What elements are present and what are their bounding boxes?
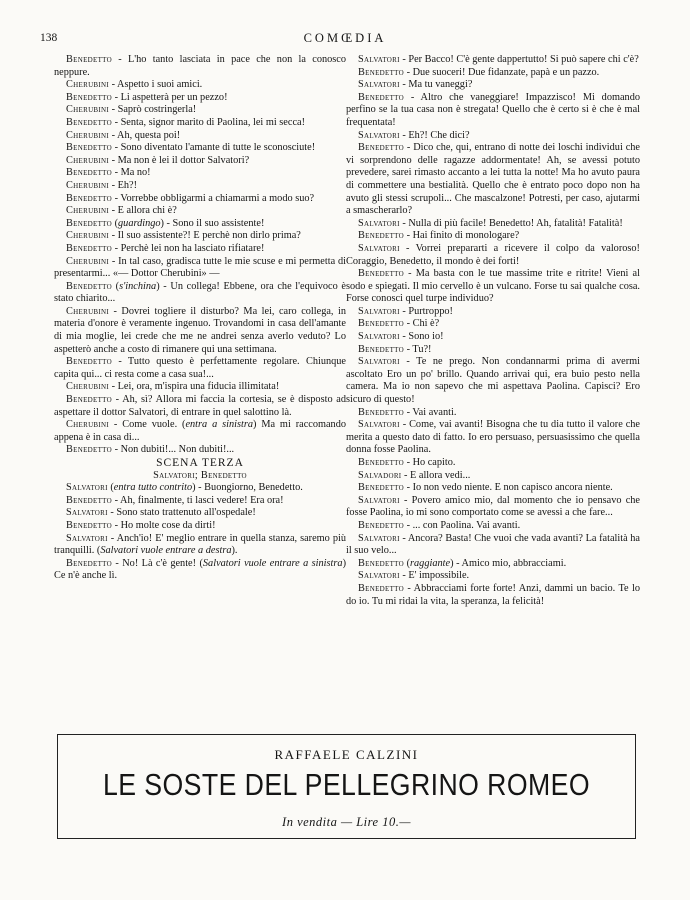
speaker: Benedetto	[66, 444, 112, 456]
line-text: - Ma tu vaneggi?	[399, 79, 473, 91]
dialogue-line	[346, 356, 640, 406]
dialogue-line: Benedetto (guardingo) - Sono il suo assistente!	[66, 217, 265, 229]
speaker: Benedetto	[358, 557, 404, 569]
dialogue-line	[54, 256, 346, 281]
line-text: - Chi è?	[404, 318, 440, 330]
dialogue-line	[346, 318, 640, 331]
line-text: - Non dubiti!... Non dubiti!...	[112, 444, 235, 456]
dialogue-line	[54, 180, 346, 193]
line-text: - Lei, ora, m'ispira una fiducia illimitata!	[109, 381, 280, 393]
dialogue-line: Benedetto (raggiante) - Amico mio, abbracciami.	[358, 557, 567, 569]
speaker: Benedetto	[358, 230, 404, 242]
speaker: Benedetto	[66, 116, 112, 128]
line-text: - Buongiorno, Benedetto.	[195, 482, 303, 494]
line-text: - L'ho tanto lasciata in pace che non la conosco neppure.	[54, 54, 346, 78]
speaker: Salvatori	[358, 242, 400, 254]
book-advertisement	[57, 734, 636, 839]
stage-direction: raggiante	[410, 557, 451, 569]
speaker: Salvatori	[358, 79, 400, 91]
stage-direction: entra a sinistra	[185, 419, 254, 431]
ad-book-title: LE SOSTE DEL PELLEGRINO ROMEO	[102, 767, 591, 802]
right-dialogue-a	[346, 54, 640, 558]
line-text: - Te ne prego. Non condannarmi prima di avermi ascoltato Ero un po' brillo. Quando arrivai qui, era buio pesto nella camera. Ma io non sapevo che mi aspettava Paolina. Capisci? Ero sicuro di questo!	[346, 356, 640, 406]
speaker: Cherubini	[66, 129, 110, 141]
speaker: Benedetto	[358, 66, 404, 78]
speaker: Benedetto	[66, 356, 112, 368]
dialogue-line	[346, 457, 640, 470]
line-text: - Ah, finalmente, ti lasci vedere! Era ora!	[112, 494, 284, 506]
speaker: Cherubini	[66, 104, 110, 116]
line-text: - Per Bacco! C'è gente dappertutto! Si può sapere chi c'è?	[399, 54, 639, 65]
speaker: Salvatori	[358, 331, 400, 343]
line-text: - Come vuole. (	[109, 419, 186, 431]
dialogue-line	[346, 344, 640, 357]
dialogue-line: Salvatori (entra tutto contrito) - Buongiorno, Benedetto.	[66, 482, 303, 494]
line-text: - Dovrei togliere il disturbo? Ma lei, caro collega, in materia d'onore è veramente ingenuo. Trovandomi in casa dell'amante di mia moglie, lei crede che me ne andrei senza averlo veduto? Lo aspetterò anche a costo di rimanere qui una settimana.	[54, 305, 346, 355]
right-dialogue-b	[346, 570, 640, 608]
stage-direction: entra tutto contrito	[113, 482, 193, 494]
dialogue-line	[346, 331, 640, 344]
line-text: - No! Là c'è gente! (	[112, 557, 203, 569]
speaker: Benedetto	[358, 519, 404, 531]
dialogue-line	[54, 419, 346, 444]
line-text: - Sono io!	[399, 331, 444, 343]
dialogue-line	[54, 205, 346, 218]
line-text: - Io non vedo niente. E non capisco ancora niente.	[404, 482, 613, 494]
dialogue-line	[54, 444, 346, 457]
ad-price: In vendita — Lire 10.—	[282, 815, 411, 829]
line-text: - Sono diventato l'amante di tutte le sconosciute!	[112, 142, 316, 154]
speaker: Benedetto	[66, 167, 112, 179]
dialogue-line	[346, 520, 640, 533]
speaker: Benedetto	[66, 217, 112, 229]
line-text: - Un collega! Ebbene, ora che l'equivoco è stato chiarito...	[54, 280, 346, 305]
dialogue-line	[54, 520, 346, 533]
speaker: Salvatori	[358, 419, 400, 431]
line-text: - Tu?!	[404, 343, 432, 355]
dialogue-line	[54, 92, 346, 105]
speaker: Benedetto	[358, 142, 404, 154]
stage-direction: s'inchina	[119, 280, 157, 292]
left-dialogue-a	[54, 54, 346, 218]
line-text: - Purtroppo!	[399, 305, 453, 317]
speaker: Cherubini	[66, 154, 110, 166]
line-text: - Ma basta con le tue massime trite e ritrite! Vieni al sodo e spiegati. Il mio cervello è un vulcano. Forse tu sai qualche cosa. Forse conosci quel turpe individuo?	[346, 268, 640, 305]
speaker: Salvatori	[358, 570, 400, 582]
speaker: Benedetto	[358, 91, 404, 103]
line-text: - Li aspetterà per un pezzo!	[112, 91, 228, 103]
line-text: - Povero amico mio, dal momento che io pensavo che fosse Paolina, io mi sono comportato come se avessi a che fare...	[346, 494, 640, 519]
dialogue-line	[346, 142, 640, 218]
left-dialogue-b	[54, 230, 346, 280]
speaker: Salvatori	[358, 217, 400, 229]
line-text: - Eh?!	[109, 179, 138, 191]
speaker: Benedetto	[358, 318, 404, 330]
dialogue-line	[346, 218, 640, 231]
line-text: - Tutto questo è perfettamente regolare. Chiunque capita qui... ci resta come a casa sua!...	[54, 356, 346, 380]
line-text: - Dico che, qui, entrano di notte dei loschi individui che vi sorprendono delle ragazze addormentate! Ah, se avessi potuto prevedere, sarei rimasto accanto a lei tutta la notte! Ma ho avuto paura di commettere una bestialità. Quello che è entrato poco dopo non ha avuto gli stessi scrupoli... Che mascalzone! Potresti, per caso, ajutarmi a smascherarlo?	[346, 142, 640, 217]
dialogue-line	[54, 533, 346, 558]
dialogue-line	[54, 155, 346, 168]
scene-characters: Salvatori; Benedetto	[153, 469, 247, 481]
dialogue-line	[54, 54, 346, 79]
dialogue-line	[54, 306, 346, 356]
scene-title: SCENA TERZA	[156, 457, 244, 469]
line-text: - Sono il suo assistente!	[163, 217, 265, 229]
line-text: - Hai finito di monologare?	[404, 230, 520, 242]
speaker: Cherubini	[66, 419, 110, 431]
dialogue-line	[54, 507, 346, 520]
line-text: - Abbracciami forte forte! Anzi, dammi un bacio. Te lo do io. Tu mi ridai la vita, la speranza, la felicità!	[346, 582, 640, 607]
speaker: Benedetto	[358, 343, 404, 355]
speaker: Benedetto	[66, 192, 112, 204]
speaker: Benedetto	[66, 557, 112, 569]
speaker: Salvatori	[358, 129, 400, 141]
speaker: Cherubini	[66, 230, 110, 242]
speaker: Benedetto	[66, 242, 112, 254]
speaker: Benedetto	[66, 142, 112, 154]
speaker: Benedetto	[358, 582, 404, 594]
speaker: Benedetto	[66, 54, 112, 65]
speaker: Salvadori	[358, 469, 402, 481]
line-text: ) Ce n'è anche lì.	[54, 557, 347, 582]
line-text: - Perchè lei non ha lasciato rifiatare!	[112, 242, 265, 254]
dialogue-line	[346, 495, 640, 520]
running-title: COMŒDIA	[303, 31, 387, 45]
left-dialogue-d	[54, 495, 346, 533]
dialogue-line	[346, 243, 640, 268]
speaker: Benedetto	[66, 494, 112, 506]
dialogue-line	[54, 104, 346, 117]
line-text: - E allora chi è?	[109, 205, 177, 217]
dialogue-line	[54, 356, 346, 381]
speaker: Benedetto	[358, 457, 404, 468]
dialogue-line	[346, 268, 640, 306]
speaker: Cherubini	[66, 255, 110, 267]
left-dialogue-c	[54, 306, 346, 419]
line-text: - Saprò costringerla!	[109, 104, 197, 116]
line-text: - Vai avanti.	[404, 406, 457, 418]
line-text: - Amico mio, abbracciami.	[453, 557, 567, 569]
dialogue-line	[346, 570, 640, 583]
dialogue-line: Benedetto (s'inchina) - Un collega! Ebbene, ora che l'equivoco è stato chiarito...	[54, 280, 346, 305]
dialogue-line	[346, 583, 640, 608]
line-text: - In tal caso, gradisca tutte le mie scuse e mi permetta di presentarmi... «— Dottor Cherubini» —	[54, 255, 346, 280]
line-text: ).	[231, 545, 238, 557]
speaker: Salvatori	[358, 54, 400, 65]
dialogue-line	[346, 482, 640, 495]
speaker: Cherubini	[66, 79, 110, 91]
line-text: - Ma no!	[112, 167, 151, 179]
speaker: Benedetto	[358, 482, 404, 494]
dialogue-line	[54, 130, 346, 143]
speaker: Salvatori	[66, 507, 108, 519]
line-text: - E allora vedi...	[401, 469, 471, 481]
speaker: Cherubini	[66, 179, 110, 191]
speaker: Benedetto	[66, 519, 112, 531]
speaker: Benedetto	[66, 91, 112, 103]
speaker: Benedetto	[66, 280, 112, 292]
line-text: - Come, vai avanti! Bisogna che tu dia tutto il valore che merita a questo dato di fatto. Io ero persuaso, persuasissimo che quella donna fosse Paolina.	[346, 419, 640, 456]
dialogue-line	[54, 193, 346, 206]
speaker: Salvatori	[66, 482, 108, 494]
speaker: Salvatori	[358, 532, 400, 544]
line-text: - Ah, sì? Allora mi faccia la cortesia, se è disposto ad aspettare il dottor Salvatori, di entrare in quel salottino là.	[54, 394, 346, 418]
left-column	[54, 54, 346, 583]
line-text: - Nulla di più facile! Benedetto! Ah, fatalità! Fatalità!	[399, 217, 623, 229]
line-text: - Il suo assistente?! E perchè non dirlo prima?	[109, 230, 301, 242]
dialogue-line	[346, 79, 640, 92]
dialogue-line	[346, 67, 640, 80]
dialogue-line	[54, 558, 346, 583]
dialogue-line	[346, 54, 640, 67]
dialogue-line	[54, 495, 346, 508]
dialogue-line	[54, 394, 346, 419]
dialogue-line	[346, 92, 640, 130]
page-number: 138	[40, 32, 58, 44]
dialogue-line	[54, 381, 346, 394]
dialogue-line	[346, 470, 640, 483]
speaker: Salvatori	[66, 532, 108, 544]
dialogue-line	[54, 142, 346, 155]
speaker: Salvatori	[358, 356, 400, 368]
speaker: Cherubini	[66, 305, 110, 317]
dialogue-line	[346, 419, 640, 457]
line-text: - Sono stato trattenuto all'ospedale!	[107, 507, 256, 519]
line-text: - Ma non è lei il dottor Salvatori?	[109, 154, 250, 166]
dialogue-line	[346, 407, 640, 420]
dialogue-line	[346, 533, 640, 558]
dialogue-line	[346, 230, 640, 243]
line-text: - Eh?! Che dici?	[399, 129, 470, 141]
line-text: - ... con Paolina. Vai avanti.	[404, 519, 521, 531]
line-text: - Ho capito.	[404, 457, 456, 468]
line-text: ) Ma mi raccomando appena è in casa di...	[54, 419, 347, 443]
right-column	[346, 54, 640, 608]
line-text: - E' impossibile.	[399, 570, 470, 582]
speaker: Benedetto	[66, 394, 112, 406]
line-text: - Due suoceri! Due fidanzate, papà e un pazzo.	[404, 66, 600, 78]
speaker: Cherubini	[66, 381, 110, 393]
line-text: - Anch'io! E' meglio entrare in quella stanza, saremo più tranquilli. (	[54, 532, 346, 557]
dialogue-line	[54, 167, 346, 180]
line-text: - Senta, signor marito di Paolina, lei mi secca!	[112, 116, 306, 128]
stage-direction: Salvatori vuole entrare a sinistra	[202, 557, 343, 569]
speaker: Cherubini	[66, 205, 110, 217]
line-text: - Vorrebbe obbligarmi a chiamarmi a modo suo?	[112, 192, 315, 204]
line-text: - Aspetto i suoi amici.	[109, 79, 203, 91]
dialogue-line	[346, 306, 640, 319]
dialogue-line	[54, 230, 346, 243]
dialogue-line	[346, 130, 640, 143]
dialogue-line	[54, 79, 346, 92]
stage-direction: guardingo	[118, 217, 161, 229]
line-text: - Ancora? Basta! Che vuoi che vada avanti? La fatalità ha il suo velo...	[346, 532, 640, 557]
stage-direction: Salvatori vuole entrare a destra	[100, 545, 232, 557]
speaker: Salvatori	[358, 305, 400, 317]
dialogue-line	[54, 243, 346, 256]
line-text: - Vorrei prepararti a ricevere il colpo da valoroso! Coraggio, Benedetto, il mondo è dei forti!	[346, 242, 640, 267]
line-text: - Ah, questa poi!	[109, 129, 181, 141]
speaker: Salvatori	[358, 494, 400, 506]
speaker: Benedetto	[358, 406, 404, 418]
line-text: - Altro che vaneggiare! Impazzisco! Mi domando perfino se la tua casa non è stregata! Quello che è certo si è che è mal frequentata!	[346, 91, 640, 128]
speaker: Benedetto	[358, 268, 404, 280]
line-text: - Ho molte cose da dirti!	[112, 519, 216, 531]
ad-author: RAFFAELE CALZINI	[274, 747, 419, 762]
dialogue-line	[54, 117, 346, 130]
